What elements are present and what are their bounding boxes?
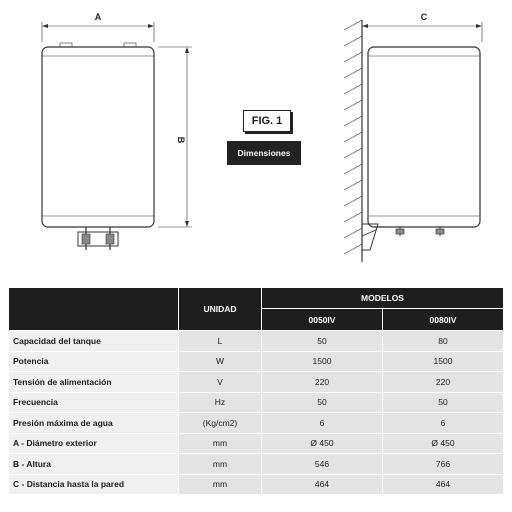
row-label: Tensión de alimentación	[9, 372, 179, 393]
row-label: Presión máxima de agua	[9, 413, 179, 434]
row-label: Potencia	[9, 351, 179, 372]
row-label: Capacidad del tanque	[9, 331, 179, 352]
table-row	[9, 474, 504, 495]
model-header-2: 0080IV	[383, 309, 504, 331]
row-value: 50	[383, 392, 504, 413]
row-label: C - Distancia hasta la pared	[9, 474, 179, 495]
dimensions-badge: Dimensiones	[227, 141, 301, 165]
row-value: 1500	[383, 351, 504, 372]
row-label: A - Diámetro exterior	[9, 433, 179, 454]
table-row	[9, 372, 504, 393]
row-value: 50	[262, 331, 383, 352]
row-value: 766	[383, 454, 504, 475]
row-value: Ø 450	[383, 433, 504, 454]
table-row	[9, 392, 504, 413]
specs-table	[8, 287, 504, 495]
row-value: 6	[383, 413, 504, 434]
row-unit: (Kg/cm2)	[179, 413, 262, 434]
figure-label: FIG. 1	[243, 110, 291, 132]
row-value: 220	[383, 372, 504, 393]
row-unit: W	[179, 351, 262, 372]
table-row	[9, 413, 504, 434]
models-header: MODELOS	[262, 288, 504, 309]
row-unit: mm	[179, 433, 262, 454]
row-unit: V	[179, 372, 262, 393]
dimension-c-label: C	[420, 12, 428, 22]
row-unit: mm	[179, 474, 262, 495]
row-value: 1500	[262, 351, 383, 372]
row-value: 220	[262, 372, 383, 393]
row-value: 464	[262, 474, 383, 495]
row-unit: L	[179, 331, 262, 352]
row-unit: mm	[179, 454, 262, 475]
row-value: Ø 450	[262, 433, 383, 454]
dimension-a-label: A	[94, 12, 102, 22]
table-row	[9, 433, 504, 454]
model-header-1: 0050IV	[262, 309, 383, 331]
row-value: 80	[383, 331, 504, 352]
table-row	[9, 454, 504, 475]
row-label: Frecuencia	[9, 392, 179, 413]
front-view	[42, 22, 192, 250]
row-unit: Hz	[179, 392, 262, 413]
table-row	[9, 351, 504, 372]
row-value: 546	[262, 454, 383, 475]
table-corner	[9, 288, 179, 331]
row-value: 6	[262, 413, 383, 434]
dimension-b-label: B	[176, 136, 186, 144]
unit-header: UNIDAD	[179, 288, 262, 331]
table-row	[9, 331, 504, 352]
row-value: 464	[383, 474, 504, 495]
row-value: 50	[262, 392, 383, 413]
row-label: B - Altura	[9, 454, 179, 475]
side-view	[344, 20, 482, 262]
